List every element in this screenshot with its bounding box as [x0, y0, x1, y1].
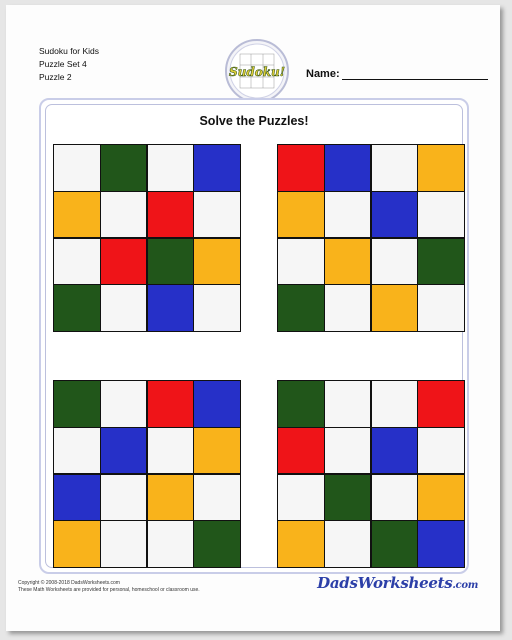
puzzle-1-cell-r1c3 — [148, 145, 194, 191]
puzzle-1-cell-r3c2 — [101, 239, 147, 285]
puzzle-2-cell-r3c1 — [278, 239, 324, 285]
copyright-text: Copyright © 2008-2018 DadsWorksheets.com — [18, 580, 120, 586]
usage-note: These Math Worksheets are provided for personal, homeschool or classroom use. — [18, 587, 200, 593]
dadsworksheets-logo — [317, 574, 478, 592]
puzzle-1-cell-r3c1 — [54, 239, 100, 285]
puzzle-2-cell-r3c4 — [418, 239, 464, 285]
puzzle-number-label: Puzzle 2 — [39, 72, 72, 82]
puzzle-1-cell-r1c1 — [54, 145, 100, 191]
puzzle-1-cell-r3c4 — [194, 239, 240, 285]
puzzle-2-cell-r1c1 — [278, 145, 324, 191]
worksheet-page — [6, 5, 500, 631]
sudoku-puzzle-3 — [53, 380, 241, 568]
puzzle-frame — [39, 98, 469, 574]
puzzle-2-cell-r4c1 — [278, 285, 324, 331]
puzzles-heading: Solve the Puzzles! — [199, 114, 309, 128]
sudoku-logo-text: Sudoku! — [228, 65, 286, 79]
sudoku-puzzle-2 — [277, 144, 465, 332]
name-line — [342, 68, 488, 80]
puzzle-1-cell-r2c4 — [194, 192, 240, 238]
puzzle-1-cell-r4c1 — [54, 285, 100, 331]
puzzle-3-cell-r3c4 — [194, 475, 240, 521]
puzzle-1-cell-r2c3 — [148, 192, 194, 238]
puzzle-1-cell-r1c4 — [194, 145, 240, 191]
sudoku-puzzle-4 — [277, 380, 465, 568]
puzzle-4-cell-r2c1 — [278, 428, 324, 474]
puzzle-4-cell-r1c1 — [278, 381, 324, 427]
name-field — [306, 68, 488, 80]
puzzle-4-cell-r1c2 — [325, 381, 371, 427]
puzzle-3-cell-r2c1 — [54, 428, 100, 474]
puzzle-4-cell-r2c3 — [372, 428, 418, 474]
puzzle-4-cell-r2c2 — [325, 428, 371, 474]
puzzle-2-cell-r4c3 — [372, 285, 418, 331]
puzzle-2-cell-r2c2 — [325, 192, 371, 238]
puzzle-4-cell-r1c3 — [372, 381, 418, 427]
puzzle-4-cell-r4c4 — [418, 521, 464, 567]
puzzle-1-cell-r4c3 — [148, 285, 194, 331]
footer-copyright-block — [18, 580, 200, 594]
puzzle-4-cell-r3c3 — [372, 475, 418, 521]
puzzle-2-cell-r3c2 — [325, 239, 371, 285]
puzzle-3-cell-r1c1 — [54, 381, 100, 427]
worksheet-header-info — [39, 45, 99, 84]
puzzle-set-label: Puzzle Set 4 — [39, 59, 87, 69]
puzzle-1-cell-r1c2 — [101, 145, 147, 191]
puzzle-3-cell-r1c2 — [101, 381, 147, 427]
puzzle-4-cell-r3c4 — [418, 475, 464, 521]
puzzle-2-cell-r3c3 — [372, 239, 418, 285]
puzzle-4-cell-r2c4 — [418, 428, 464, 474]
puzzle-3-cell-r2c3 — [148, 428, 194, 474]
puzzle-2-cell-r4c2 — [325, 285, 371, 331]
puzzle-1-cell-r3c3 — [148, 239, 194, 285]
name-label: Name: — [306, 68, 340, 80]
puzzle-1-cell-r4c4 — [194, 285, 240, 331]
brand-suffix: .com — [452, 580, 478, 591]
puzzle-3-cell-r1c4 — [194, 381, 240, 427]
puzzle-4-cell-r3c2 — [325, 475, 371, 521]
puzzle-2-cell-r4c4 — [418, 285, 464, 331]
puzzle-4-cell-r3c1 — [278, 475, 324, 521]
worksheet-title: Sudoku for Kids — [39, 46, 100, 56]
puzzle-3-cell-r3c3 — [148, 475, 194, 521]
puzzle-4-cell-r1c4 — [418, 381, 464, 427]
sudoku-puzzle-1 — [53, 144, 241, 332]
puzzle-3-cell-r4c4 — [194, 521, 240, 567]
puzzle-3-cell-r3c2 — [101, 475, 147, 521]
puzzle-2-cell-r2c1 — [278, 192, 324, 238]
puzzle-3-cell-r4c2 — [101, 521, 147, 567]
puzzle-3-cell-r2c4 — [194, 428, 240, 474]
puzzle-1-cell-r4c2 — [101, 285, 147, 331]
puzzle-1-cell-r2c1 — [54, 192, 100, 238]
puzzle-3-cell-r1c3 — [148, 381, 194, 427]
puzzle-2-cell-r1c4 — [418, 145, 464, 191]
puzzle-1-cell-r2c2 — [101, 192, 147, 238]
puzzle-2-cell-r2c3 — [372, 192, 418, 238]
puzzle-2-cell-r1c2 — [325, 145, 371, 191]
puzzle-4-cell-r4c1 — [278, 521, 324, 567]
puzzle-4-cell-r4c2 — [325, 521, 371, 567]
brand-name: DadsWorksheets — [317, 574, 453, 592]
puzzle-3-cell-r4c3 — [148, 521, 194, 567]
puzzle-2-cell-r1c3 — [372, 145, 418, 191]
puzzle-2-cell-r2c4 — [418, 192, 464, 238]
puzzle-3-cell-r4c1 — [54, 521, 100, 567]
puzzle-3-cell-r2c2 — [101, 428, 147, 474]
sudoku-logo — [224, 38, 290, 104]
puzzle-4-cell-r4c3 — [372, 521, 418, 567]
puzzle-3-cell-r3c1 — [54, 475, 100, 521]
